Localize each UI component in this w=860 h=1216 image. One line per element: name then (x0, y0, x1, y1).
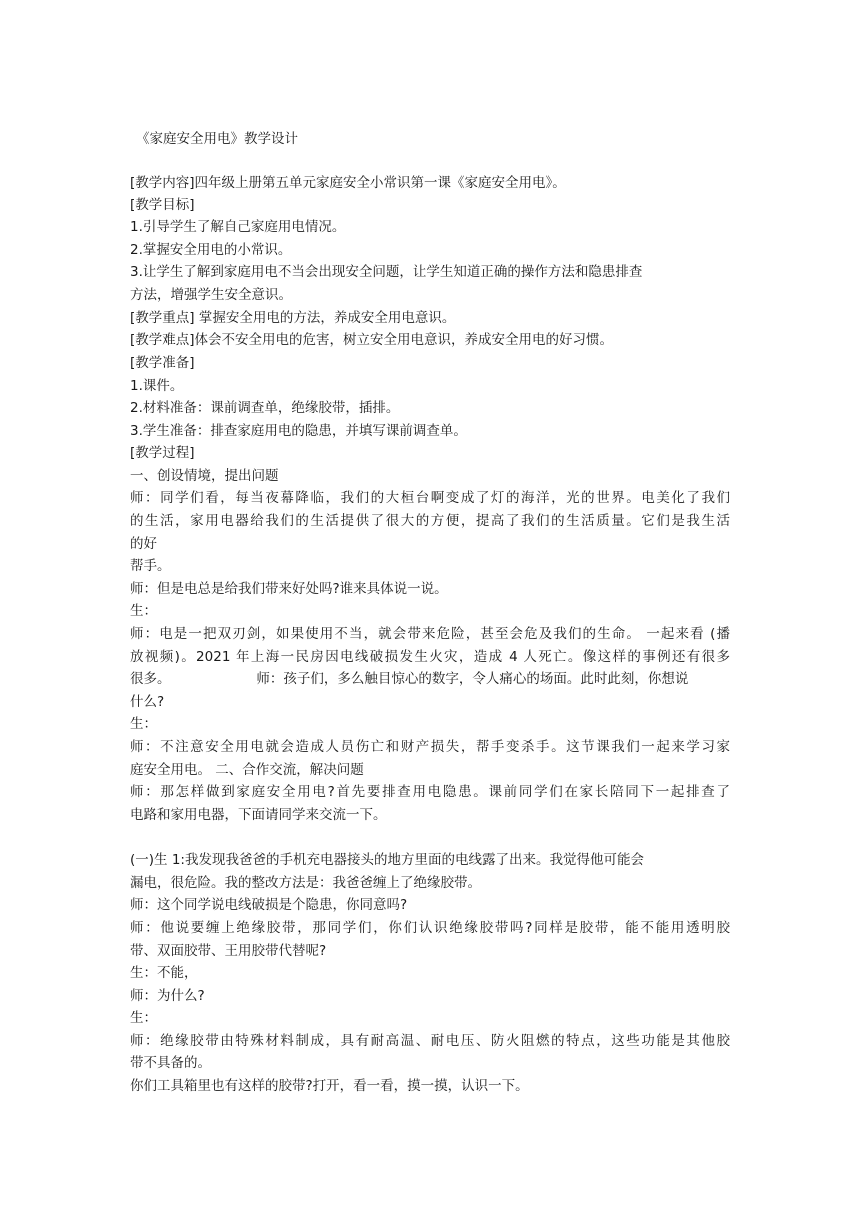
text-line: 3.让学生了解到家庭用电不当会出现安全问题，让学生知道正确的操作方法和隐患排查 (130, 264, 643, 280)
text-line: 师：同学们看，每当夜幕降临，我们的大桓台啊变成了灯的海洋，光的世界。电美化了我们 (130, 490, 730, 506)
text-line: [教学难点]体会不安全用电的危害，树立安全用电意识，养成安全用电的好习惯。 (130, 332, 614, 348)
text-line: 师：他说要缠上绝缘胶带，那同学们，你们认识绝缘胶带吗?同样是胶带，能不能用透明胶 (130, 920, 730, 936)
text-line: [教学过程] (130, 445, 195, 461)
text-line: 1.引导学生了解自己家庭用电情况。 (130, 219, 346, 235)
text-line: 2.材料准备：课前调查单，绝缘胶带，插排。 (130, 400, 400, 416)
text-line: 放视频)。2021 年上海一民房因电线破损发生火灾，造成 4 人死亡。像这样的事例还有很多 (130, 649, 730, 665)
text-line: [教学重点] 掌握安全用电的方法，养成安全用电意识。 (130, 310, 456, 326)
text-line: 师：不注意安全用电就会造成人员伤亡和财产损失，帮手变杀手。这节课我们一起来学习家 (130, 739, 730, 755)
text-line: 方法，增强学生安全意识。 (130, 287, 292, 303)
text-line: 生： (130, 603, 157, 619)
text-line: 3.学生准备：排查家庭用电的隐患，并填写课前调查单。 (130, 423, 467, 439)
text-line: 师：这个同学说电线破损是个隐患，你同意吗? (130, 897, 408, 913)
text-line: 帮手。 (130, 558, 171, 574)
text-line: 生：不能， (130, 965, 198, 981)
text-line: 2.掌握安全用电的小常识。 (130, 242, 292, 258)
text-line: 电路和家用电器，下面请同学来交流一下。 (130, 807, 387, 823)
text-line: [教学准备] (130, 355, 195, 371)
text-line: 生： (130, 716, 157, 732)
text-line: 的生活，家用电器给我们的生活提供了很大的方便，提高了我们的生活质量。它们是我生活 (130, 513, 730, 529)
text-line: (一)生 1:我发现我爸爸的手机充电器接头的地方里面的电线露了出来。我觉得他可能会 (130, 852, 644, 868)
text-line: 漏电，很危险。我的整改方法是：我爸爸缠上了绝缘胶带。 (130, 875, 481, 891)
text-line: 师：那怎样做到家庭安全用电?首先要排查用电隐患。课前同学们在家长陪同下一起排查了 (130, 784, 730, 800)
text-line: [教学内容]四年级上册第五单元家庭安全小常识第一课《家庭安全用电》。 (130, 175, 566, 191)
text-line: 带不具备的。 (130, 1055, 211, 1071)
text-line: 什么? (130, 694, 165, 710)
text-line: 的好 (130, 536, 157, 552)
text-line: 师：为什么? (130, 988, 205, 1004)
text-line: 庭安全用电。 二、合作交流，解决问题 (130, 762, 364, 778)
text-line: 你们工具箱里也有这样的胶带?打开，看一看，摸一摸，认识一下。 (130, 1078, 529, 1094)
text-line: 师：电是一把双刃剑，如果使用不当，就会带来危险，甚至会危及我们的生命。 一起来看 (播 (130, 626, 730, 642)
text-line: 1.课件。 (130, 378, 184, 394)
text-line: [教学目标] (130, 197, 195, 213)
document-title: 《家庭安全用电》教学设计 (136, 131, 298, 147)
text-line: 师：绝缘胶带由特殊材料制成，具有耐高温、耐电压、防火阻燃的特点，这些功能是其他胶 (130, 1033, 730, 1049)
section-heading: 一、创设情境，提出问题 (130, 468, 279, 484)
text-line: 师：但是电总是给我们带来好处吗?谁来具体说一说。 (130, 581, 448, 597)
text-line: 生： (130, 1010, 157, 1026)
text-line: 带、双面胶带、王用胶带代替呢? (130, 943, 327, 959)
text-line: 很多。 师：孩子们，多么触目惊心的数字，令人痛心的场面。此时此刻，你想说 (130, 671, 689, 687)
